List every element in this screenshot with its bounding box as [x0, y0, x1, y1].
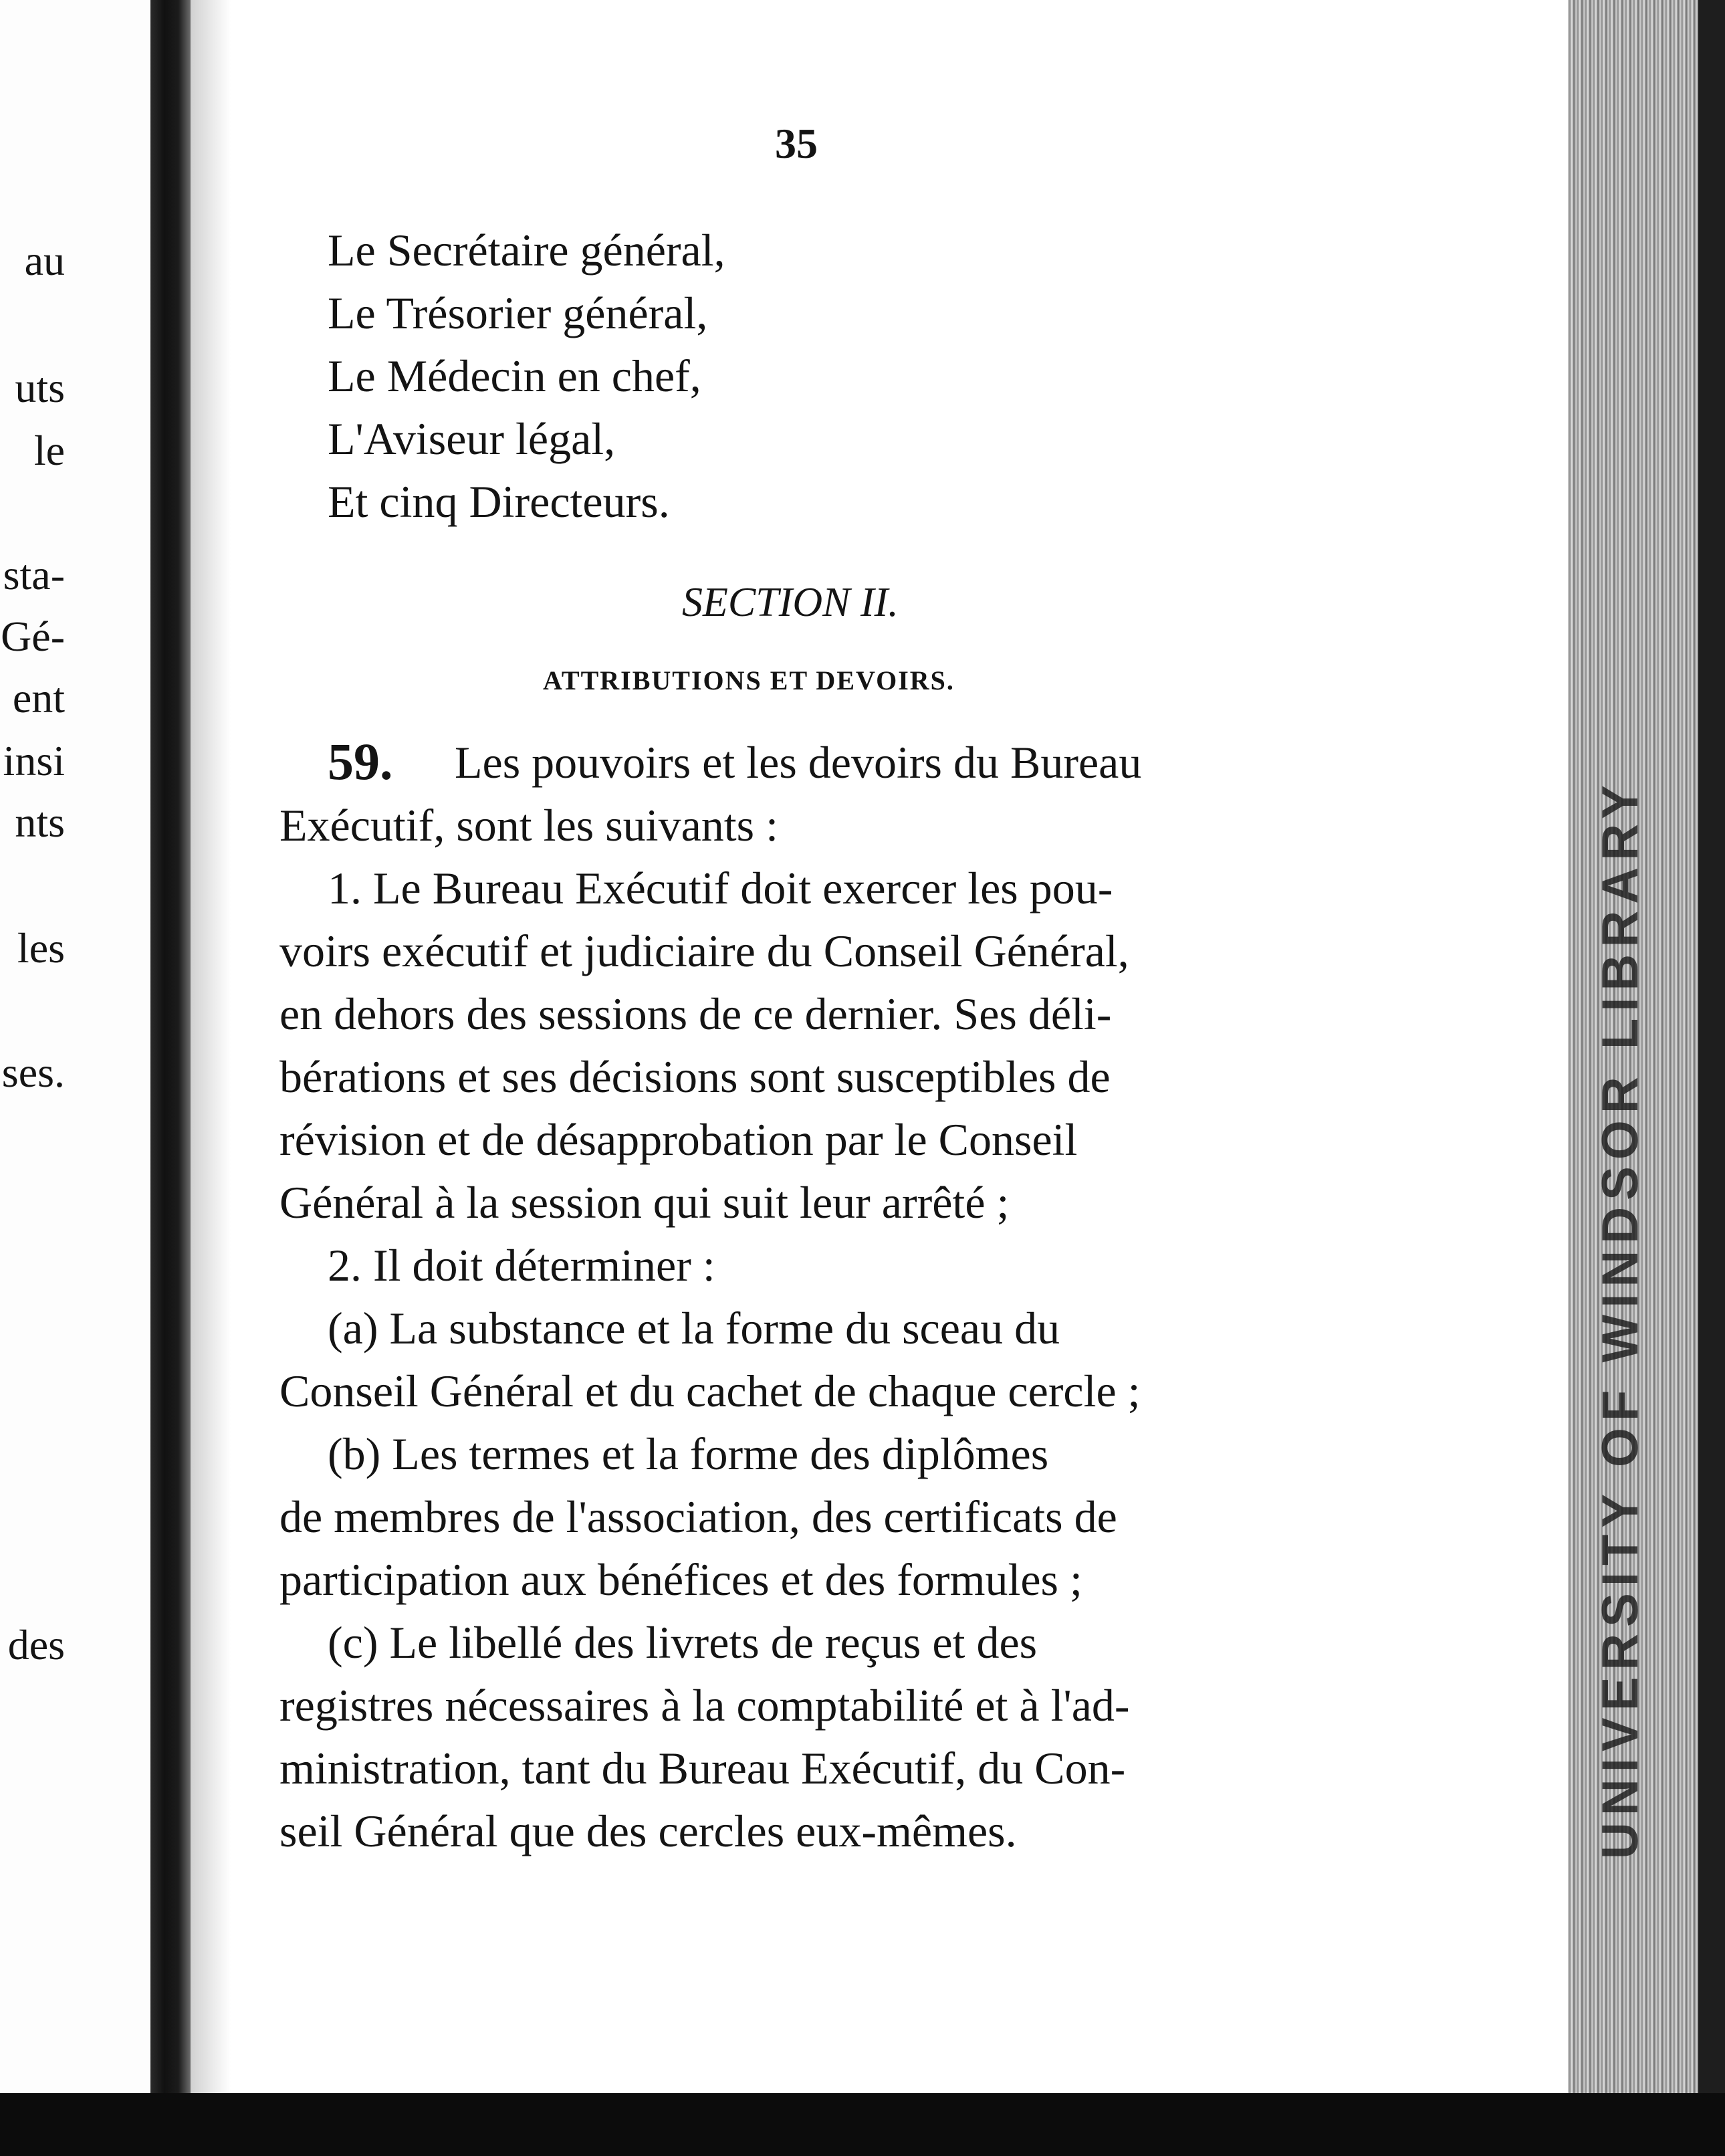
- left-page-word: nts: [15, 798, 65, 846]
- previous-page-fragment: [0, 0, 150, 2156]
- left-page-word: insi: [3, 737, 65, 784]
- article-line: de membres de l'association, des certificats de: [279, 1491, 1117, 1542]
- article-line: 1. Le Bureau Exécutif doit exercer les pou-: [328, 863, 1113, 913]
- book-gutter: [150, 0, 191, 2156]
- article-line: bérations et ses décisions sont susceptibles de: [279, 1051, 1111, 1102]
- library-stamp: UNIVERSITY OF WINDSOR LIBRARY: [1592, 778, 1649, 1859]
- left-page-word: les: [17, 924, 65, 972]
- article-line: Général à la session qui suit leur arrêté ;: [279, 1177, 1010, 1228]
- officer-line: Et cinq Directeurs.: [328, 476, 670, 527]
- officer-line: L'Aviseur légal,: [328, 413, 616, 464]
- section-subtitle: ATTRIBUTIONS ET DEVOIRS.: [543, 665, 955, 695]
- article-line: ministration, tant du Bureau Exécutif, du Con-: [279, 1743, 1126, 1794]
- article-line: (a) La substance et la forme du sceau du: [328, 1303, 1060, 1354]
- left-page-word: des: [7, 1621, 65, 1668]
- article-line: registres nécessaires à la comptabilité et à l'ad-: [279, 1680, 1130, 1731]
- article-line: seil Général que des cercles eux-mêmes.: [279, 1806, 1017, 1856]
- page-edge-shadow: [1698, 0, 1725, 2156]
- page-number: 35: [775, 120, 818, 167]
- officer-line: Le Médecin en chef,: [328, 350, 701, 401]
- article-line: voirs exécutif et judiciaire du Conseil Général,: [279, 926, 1129, 976]
- scan-bottom-border: [0, 2093, 1725, 2156]
- left-page-word: ent: [12, 674, 65, 722]
- article-line: Conseil Général et du cachet de chaque cercle ;: [279, 1366, 1141, 1416]
- left-page-word: ses.: [1, 1049, 65, 1096]
- article-line: (c) Le libellé des livrets de reçus et des: [328, 1617, 1038, 1668]
- left-page-word: le: [33, 427, 65, 474]
- article-line: Les pouvoirs et les devoirs du Bureau: [455, 737, 1142, 788]
- article-line: participation aux bénéfices et des formules ;: [279, 1554, 1082, 1605]
- article-line: (b) Les termes et la forme des diplômes: [328, 1428, 1049, 1479]
- article-line: Exécutif, sont les suivants :: [279, 800, 779, 851]
- article-line: en dehors des sessions de ce dernier. Ses déli-: [279, 988, 1112, 1039]
- article-number: 59.: [328, 732, 393, 790]
- article-line: 2. Il doit déterminer :: [328, 1240, 715, 1291]
- article-line: révision et de désapprobation par le Conseil: [279, 1114, 1078, 1165]
- section-title: SECTION II.: [682, 580, 899, 625]
- left-page-word: sta-: [3, 551, 65, 599]
- gutter-shadow: [191, 0, 231, 2156]
- officer-line: Le Trésorier général,: [328, 288, 708, 338]
- left-page-word: au: [24, 237, 65, 284]
- officer-line: Le Secrétaire général,: [328, 225, 725, 276]
- left-page-word: uts: [15, 364, 65, 411]
- left-page-word: Gé-: [1, 613, 65, 660]
